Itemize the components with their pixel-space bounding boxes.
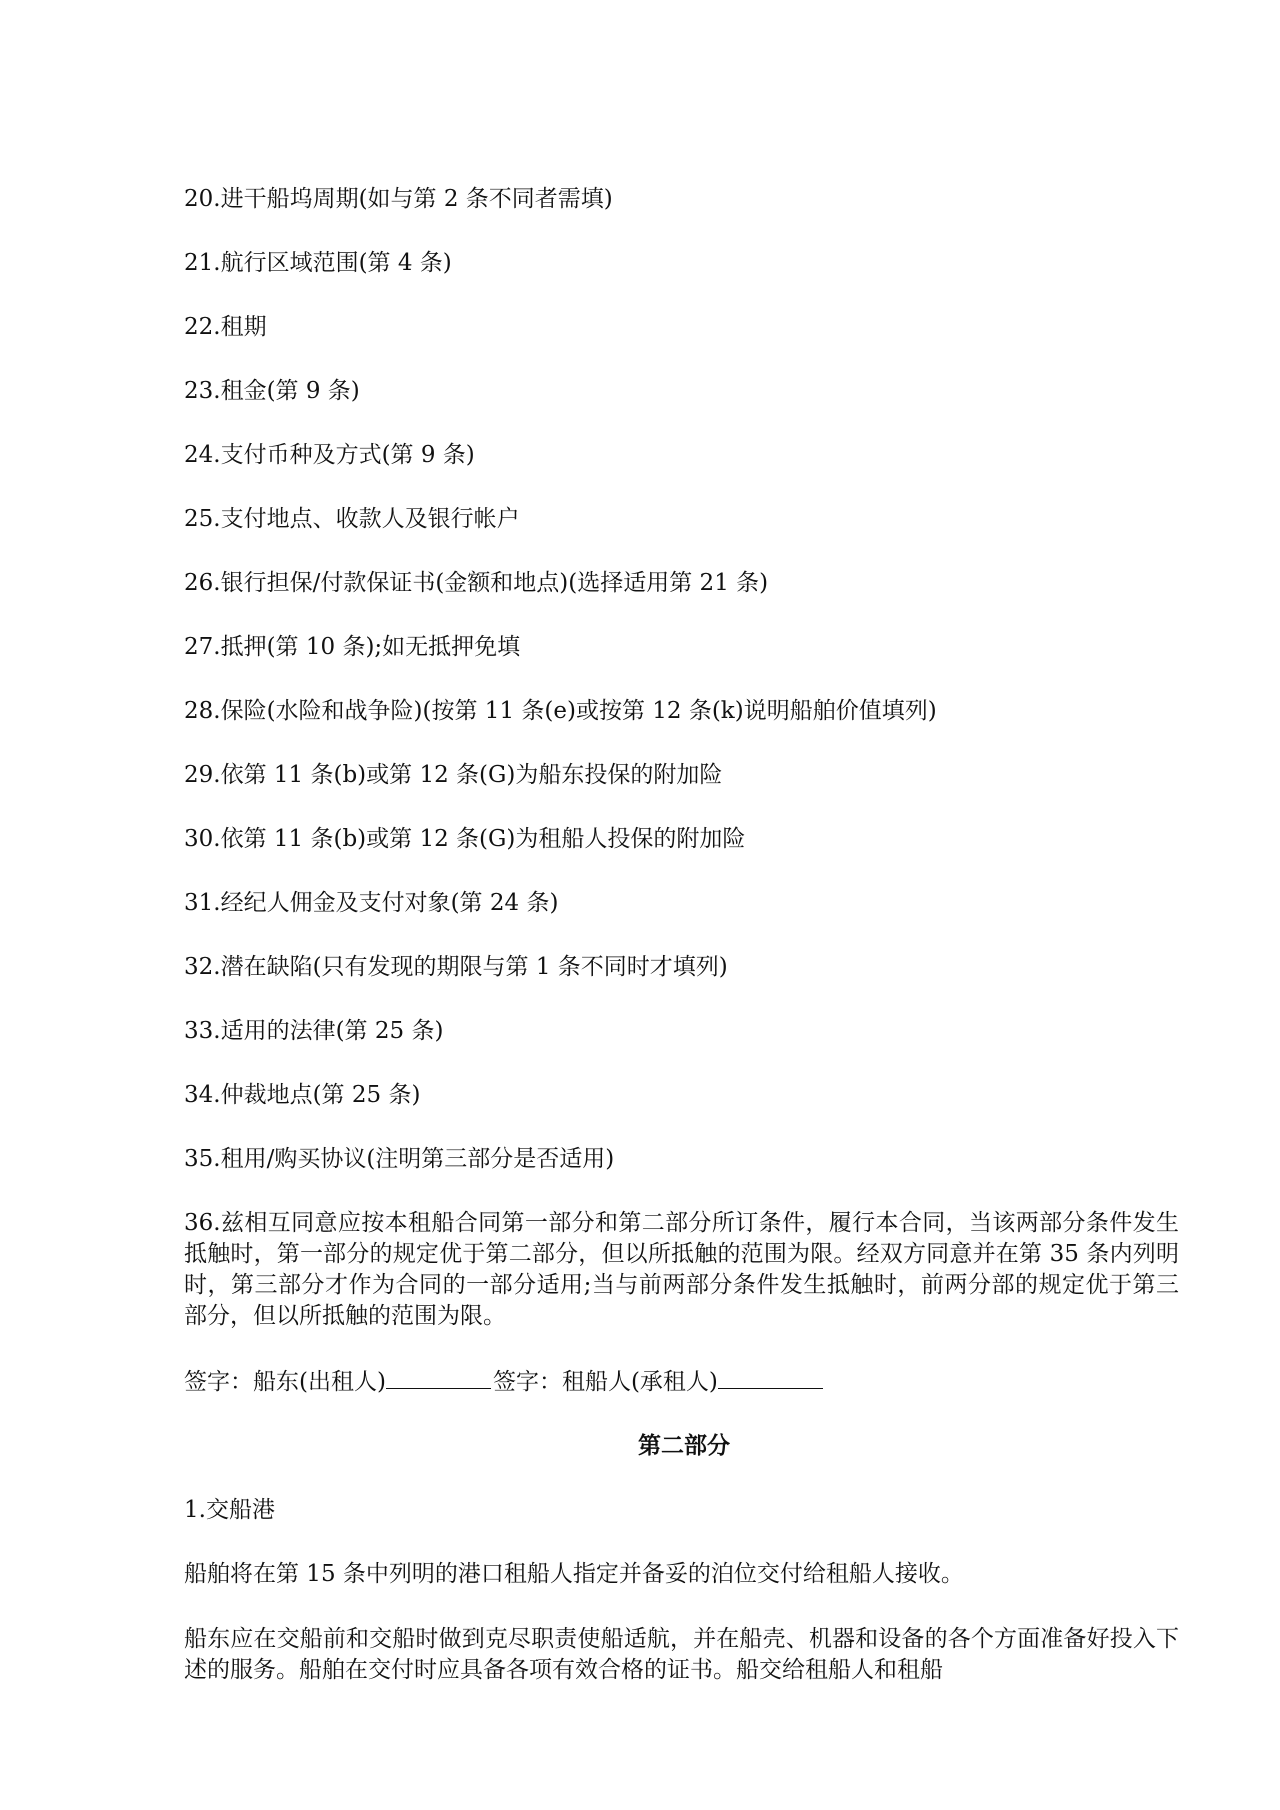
list-item: 23.租金(第 9 条) <box>184 378 360 404</box>
section-title: 第二部分 <box>638 1433 730 1459</box>
body-paragraph: 船舶将在第 15 条中列明的港口租船人指定并备妥的泊位交付给租船人接收。 <box>184 1561 964 1587</box>
clause-36-paragraph: 36.兹相互同意应按本租船合同第一部分和第二部分所订条件，履行本合同，当该两部分条件发生抵触时，第一部分的规定优于第二部分，但以所抵触的范围为限。经双方同意并在第 35 条内列明时，第三部分才作为合同的一部分适用;当与前两部分条件发生抵触时，前两分部的规定优于第三部分，但以所抵触的范围为限。 <box>184 1210 1179 1329</box>
list-item: 30.依第 11 条(b)或第 12 条(G)为租船人投保的附加险 <box>184 826 746 852</box>
list-item: 24.支付币种及方式(第 9 条) <box>184 442 475 468</box>
list-item: 28.保险(水险和战争险)(按第 11 条(e)或按第 12 条(k)说明船舶价值填列) <box>184 698 937 724</box>
document-page <box>184 184 1184 1720</box>
list-item: 20.进干船坞周期(如与第 2 条不同者需填) <box>184 186 613 212</box>
list-item: 31.经纪人佣金及支付对象(第 24 条) <box>184 890 559 916</box>
charterer-signature-blank <box>718 1366 823 1389</box>
list-item: 29.依第 11 条(b)或第 12 条(G)为船东投保的附加险 <box>184 762 723 788</box>
owner-signature-label: 签字：船东(出租人) <box>184 1369 386 1395</box>
owner-signature-blank <box>386 1366 491 1389</box>
list-item: 22.租期 <box>184 314 267 340</box>
list-item: 25.支付地点、收款人及银行帐户 <box>184 506 520 532</box>
clause-heading: 1.交船港 <box>184 1497 275 1523</box>
list-item: 33.适用的法律(第 25 条) <box>184 1018 444 1044</box>
list-item: 35.租用/购买协议(注明第三部分是否适用) <box>184 1146 615 1172</box>
body-paragraph: 船东应在交船前和交船时做到克尽职责使船适航，并在船壳、机器和设备的各个方面准备好投入下述的服务。船舶在交付时应具备各项有效合格的证书。船交给租船人和租船 <box>184 1626 1179 1683</box>
list-item: 21.航行区域范围(第 4 条) <box>184 250 452 276</box>
list-item: 27.抵押(第 10 条);如无抵押免填 <box>184 634 521 660</box>
list-item: 32.潜在缺陷(只有发现的期限与第 1 条不同时才填列) <box>184 954 728 980</box>
list-item: 26.银行担保/付款保证书(金额和地点)(选择适用第 21 条) <box>184 570 769 596</box>
list-item: 34.仲裁地点(第 25 条) <box>184 1082 421 1108</box>
signature-line <box>184 1366 1184 1397</box>
charterer-signature-label: 签字：租船人(承租人) <box>492 1369 718 1395</box>
